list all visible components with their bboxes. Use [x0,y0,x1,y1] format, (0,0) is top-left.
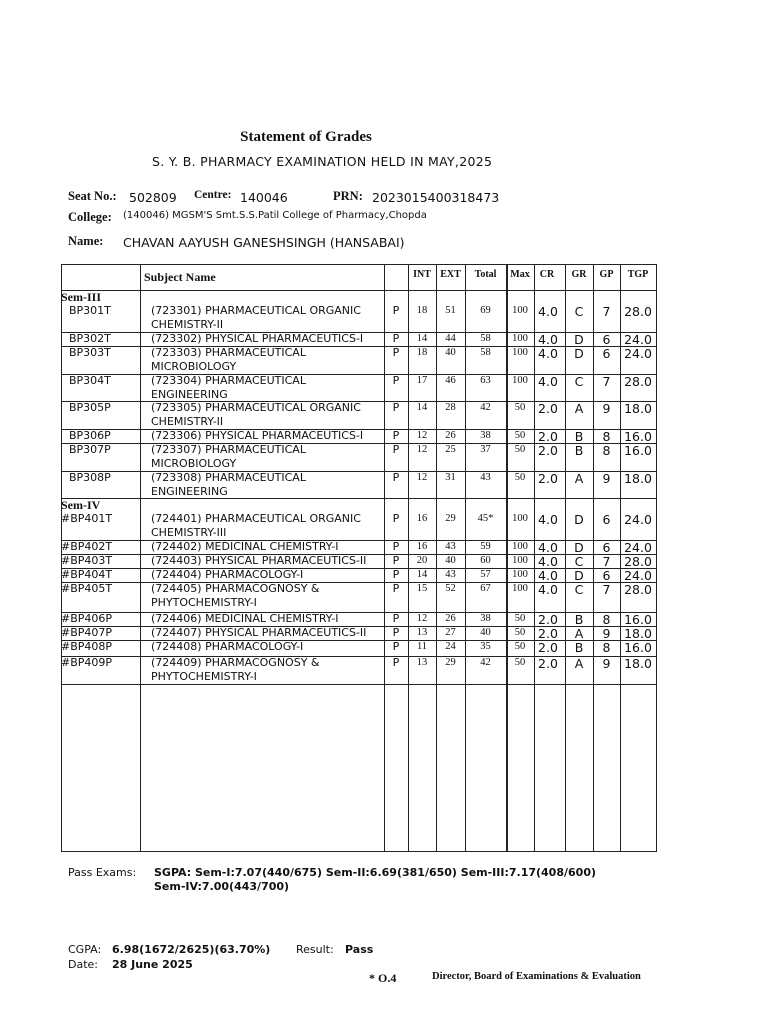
subject-name: (723302) PHYSICAL PHARMACEUTICS-I [151,332,364,345]
cell-total: 43 [480,472,491,483]
cell-p: P [392,471,400,484]
cell-max: 100 [512,583,528,594]
table-header-border [61,290,657,291]
subject-name: (723306) PHYSICAL PHARMACEUTICS-I [151,429,364,442]
cell-gr: C [574,374,584,389]
prn-value: 2023015400318473 [372,190,500,205]
cell-cr: 2.0 [538,626,558,641]
cell-max: 50 [514,402,526,413]
cell-gr: D [574,540,584,555]
cell-total: 57 [480,569,491,580]
cell-max: 50 [514,613,526,624]
cell-gr: D [574,332,584,347]
subject-name: (723304) PHARMACEUTICAL ENGINEERING [151,374,306,401]
cell-ext: 24 [445,641,456,652]
cell-int: 13 [416,657,428,668]
result-value: Pass [345,943,374,956]
cell-cr: 2.0 [538,656,558,671]
cell-total: 67 [480,583,491,594]
cell-p: P [392,568,400,581]
cell-ext: 40 [445,347,456,358]
cell-ext: 26 [445,613,456,624]
cell-total: 42 [480,657,491,668]
cell-p: P [392,401,400,414]
cell-cr: 4.0 [538,346,558,361]
cell-p: P [392,612,400,625]
cell-ext: 25 [445,444,456,455]
cell-gr: B [574,429,584,444]
cell-tgp: 16.0 [624,443,652,458]
cell-ext: 52 [445,583,456,594]
cell-cr: 2.0 [538,401,558,416]
cell-gr: A [574,656,584,671]
cell-total: 38 [480,430,491,441]
centre-value: 140046 [240,190,288,205]
cell-total: 45* [477,513,494,524]
cell-cr: 4.0 [538,374,558,389]
cell-gr: B [574,640,584,655]
table-top-border [61,264,657,265]
cell-total: 35 [480,641,491,652]
cell-max: 50 [514,657,526,668]
cell-tgp: 18.0 [624,626,652,641]
cell-int: 14 [416,402,428,413]
course-code: BP301T [69,304,111,317]
date-value: 28 June 2025 [112,958,193,971]
col-header-gr: GR [571,269,587,280]
cell-cr: 4.0 [538,332,558,347]
sgpa-line-1: SGPA: Sem-I:7.07(440/675) Sem-II:6.69(381/650) Sem-III:7.17(408/600) [154,866,596,879]
cell-total: 58 [480,333,491,344]
course-code: #BP403T [61,554,113,567]
cell-total: 42 [480,402,491,413]
cell-total: 38 [480,613,491,624]
college-value: (140046) MGSM'S Smt.S.S.Patil College of Pharmacy,Chopda [123,210,427,221]
subject-name: (724408) PHARMACOLOGY-I [151,640,304,653]
cell-total: 58 [480,347,491,358]
cell-int: 20 [416,555,428,566]
subject-name: (723301) PHARMACEUTICAL ORGANIC CHEMISTRY-II [151,304,361,331]
cell-int: 14 [416,333,428,344]
subject-name: (723303) PHARMACEUTICAL MICROBIOLOGY [151,346,306,373]
cell-cr: 4.0 [538,512,558,527]
cell-gp: 8 [602,443,611,458]
cell-max: 50 [514,444,526,455]
col-header-cr: CR [539,269,555,280]
sem-iv-label: Sem-IV [61,498,101,512]
cell-ext: 29 [445,513,456,524]
course-code: BP302T [69,332,111,345]
cell-int: 16 [416,513,428,524]
cell-gp: 6 [602,568,611,583]
course-code: #BP406P [61,612,113,625]
cell-gp: 7 [602,554,611,569]
cell-p: P [392,656,400,669]
cell-gp: 9 [602,401,611,416]
course-code: #BP407P [61,626,113,639]
cell-tgp: 24.0 [624,540,652,555]
cell-gp: 9 [602,656,611,671]
cell-tgp: 18.0 [624,656,652,671]
pass-exams-label: Pass Exams: [68,866,137,879]
course-code: #BP404T [61,568,113,581]
seat-no-label: Seat No.: [68,189,117,203]
cell-gp: 8 [602,612,611,627]
date-label: Date: [68,958,98,971]
cell-tgp: 24.0 [624,568,652,583]
cell-int: 18 [416,305,428,316]
cell-cr: 2.0 [538,612,558,627]
subject-name: (724403) PHYSICAL PHARMACEUTICS-II [151,554,367,567]
subject-name: (723308) PHARMACEUTICAL ENGINEERING [151,471,306,498]
col-header-subject: Subject Name [144,270,216,284]
col-header-int: INT [413,269,431,280]
subject-name: (723305) PHARMACEUTICAL ORGANIC CHEMISTRY-II [151,401,361,428]
cell-tgp: 16.0 [624,612,652,627]
cell-gr: C [574,582,584,597]
cell-tgp: 24.0 [624,332,652,347]
cell-p: P [392,443,400,456]
cell-gr: D [574,346,584,361]
cell-ext: 29 [445,657,456,668]
cell-int: 12 [416,472,428,483]
cell-int: 11 [416,641,428,652]
cell-tgp: 24.0 [624,346,652,361]
course-code: #BP408P [61,640,113,653]
cell-gr: B [574,612,584,627]
col-border [656,264,657,851]
cell-ext: 26 [445,430,456,441]
cell-max: 100 [512,513,528,524]
cell-gr: A [574,401,584,416]
college-label: College: [68,210,112,224]
sem-iii-label: Sem-III [61,290,102,304]
cell-ext: 44 [445,333,456,344]
cell-gp: 6 [602,540,611,555]
name-label: Name: [68,234,104,248]
cell-cr: 2.0 [538,443,558,458]
cell-p: P [392,582,400,595]
cell-p: P [392,512,400,525]
cell-tgp: 16.0 [624,640,652,655]
cell-int: 12 [416,444,428,455]
cell-int: 15 [416,583,428,594]
cell-total: 59 [480,541,491,552]
cell-int: 17 [416,375,428,386]
cell-max: 50 [514,627,526,638]
cell-max: 50 [514,472,526,483]
cell-int: 13 [416,627,428,638]
cell-max: 100 [512,569,528,580]
course-code: BP308P [69,471,111,484]
cell-cr: 2.0 [538,429,558,444]
cell-p: P [392,540,400,553]
cell-total: 63 [480,375,491,386]
centre-label: Centre: [194,189,232,201]
subject-name: (724405) PHARMACOGNOSY & PHYTOCHEMISTRY-I [151,582,320,609]
col-header-ext: EXT [440,269,461,280]
course-code: #BP409P [61,656,113,669]
subject-name: (724402) MEDICINAL CHEMISTRY-I [151,540,339,553]
subject-name: (724406) MEDICINAL CHEMISTRY-I [151,612,339,625]
document-title: Statement of Grades [240,129,372,145]
cell-max: 100 [512,375,528,386]
cell-total: 60 [480,555,491,566]
result-label: Result: [296,943,334,956]
signatory: Director, Board of Examinations & Evaluation [432,971,641,982]
col-header-max: Max [510,269,530,280]
cell-int: 12 [416,430,428,441]
subject-name: (724404) PHARMACOLOGY-I [151,568,304,581]
subject-name: (724409) PHARMACOGNOSY & PHYTOCHEMISTRY-I [151,656,320,683]
row-border [61,684,657,685]
cell-total: 37 [480,444,491,455]
cell-cr: 2.0 [538,640,558,655]
cell-ext: 27 [445,627,456,638]
course-code: BP303T [69,346,111,359]
seat-no-value: 502809 [129,190,177,205]
cell-cr: 4.0 [538,568,558,583]
cell-gr: A [574,471,584,486]
cell-max: 100 [512,541,528,552]
subject-name: (723307) PHARMACEUTICAL MICROBIOLOGY [151,443,306,470]
cell-ext: 40 [445,555,456,566]
col-header-tgp: TGP [627,269,649,280]
cell-tgp: 24.0 [624,512,652,527]
cell-cr: 4.0 [538,304,558,319]
cell-int: 18 [416,347,428,358]
cell-gr: A [574,626,584,641]
cell-cr: 4.0 [538,554,558,569]
cell-cr: 4.0 [538,582,558,597]
cell-p: P [392,640,400,653]
cell-int: 14 [416,569,428,580]
cell-gp: 9 [602,471,611,486]
cell-p: P [392,332,400,345]
cell-p: P [392,429,400,442]
course-code: BP307P [69,443,111,456]
col-header-gp: GP [599,269,614,280]
cell-gp: 6 [602,512,611,527]
cell-ext: 43 [445,569,456,580]
cell-gp: 8 [602,429,611,444]
cell-gp: 6 [602,332,611,347]
cell-int: 16 [416,541,428,552]
cell-max: 100 [512,555,528,566]
exam-subtitle: S. Y. B. PHARMACY EXAMINATION HELD IN MAY,2025 [152,154,493,169]
cell-tgp: 28.0 [624,582,652,597]
cell-max: 100 [512,347,528,358]
subject-name: (724401) PHARMACEUTICAL ORGANIC CHEMISTRY-III [151,512,361,539]
cell-tgp: 16.0 [624,429,652,444]
cell-p: P [392,626,400,639]
cell-ext: 51 [445,305,456,316]
cell-cr: 4.0 [538,540,558,555]
cgpa-value: 6.98(1672/2625)(63.70%) [112,943,271,956]
cell-tgp: 18.0 [624,471,652,486]
course-code: #BP402T [61,540,113,553]
row-border [61,498,657,499]
cell-gr: B [574,443,584,458]
cell-p: P [392,554,400,567]
student-name: CHAVAN AAYUSH GANESHSINGH (HANSABAI) [123,235,405,250]
cell-total: 69 [480,305,491,316]
cell-gp: 7 [602,374,611,389]
course-code: BP305P [69,401,111,414]
cell-ext: 31 [445,472,456,483]
course-code: BP306P [69,429,111,442]
cell-gr: D [574,512,584,527]
sgpa-line-2: Sem-IV:7.00(443/700) [154,880,290,893]
cell-gp: 8 [602,640,611,655]
cgpa-label: CGPA: [68,943,102,956]
cell-total: 40 [480,627,491,638]
cell-tgp: 28.0 [624,304,652,319]
col-header-total: Total [474,269,497,280]
cell-gr: D [574,568,584,583]
cell-ext: 46 [445,375,456,386]
cell-p: P [392,304,400,317]
cell-max: 100 [512,305,528,316]
cell-ext: 28 [445,402,456,413]
cell-max: 100 [512,333,528,344]
cell-ext: 43 [445,541,456,552]
course-code: #BP401T [61,512,113,525]
cell-gr: C [574,304,584,319]
cell-gr: C [574,554,584,569]
cell-gp: 7 [602,582,611,597]
cell-int: 12 [416,613,428,624]
cell-max: 50 [514,641,526,652]
cell-tgp: 28.0 [624,554,652,569]
cell-tgp: 18.0 [624,401,652,416]
cell-max: 50 [514,430,526,441]
cell-p: P [392,374,400,387]
cell-gp: 6 [602,346,611,361]
cell-cr: 2.0 [538,471,558,486]
prn-label: PRN: [333,189,363,203]
cell-gp: 7 [602,304,611,319]
col-border [140,264,141,851]
table-bottom-border [61,851,657,852]
course-code: #BP405T [61,582,113,595]
subject-name: (724407) PHYSICAL PHARMACEUTICS-II [151,626,367,639]
cell-gp: 9 [602,626,611,641]
cell-p: P [392,346,400,359]
course-code: BP304T [69,374,111,387]
cell-tgp: 28.0 [624,374,652,389]
ordinance-note: * O.4 [369,971,397,985]
